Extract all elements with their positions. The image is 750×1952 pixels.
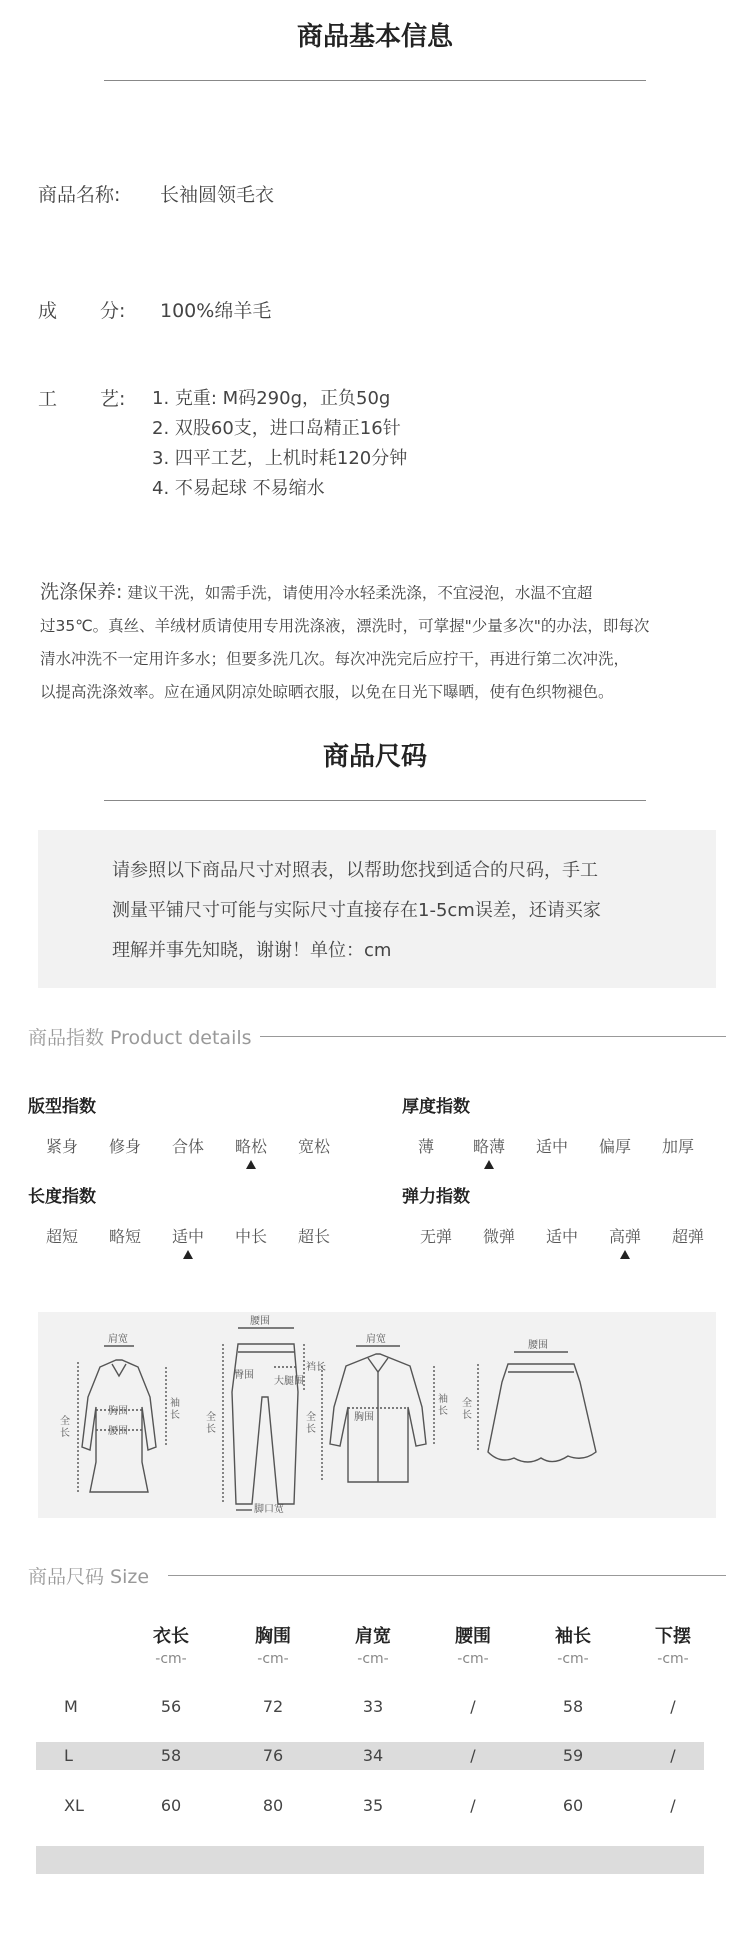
size-note-line-3: 理解并事先知晓，谢谢！单位：cm: [112, 940, 392, 961]
label-chest-2: 胸围: [354, 1412, 374, 1423]
size-note-line-2: 测量平铺尺寸可能与实际尺寸直接存在1-5cm误差，还请买家: [112, 900, 601, 921]
wash-line-2: 过35℃。真丝、羊绒材质请使用专用洗涤液，漂洗时，可掌握"少量多次"的办法，即每次: [40, 617, 650, 635]
size-col-unit-0: -cm-: [155, 1651, 187, 1667]
label-length-3b: 长: [306, 1424, 316, 1435]
index-1-option-1: 略薄: [472, 1137, 505, 1156]
index-3-option-3: 高弹: [608, 1227, 641, 1246]
label-skirt-waist: 腰围: [528, 1340, 548, 1351]
size-col-header-5: 下摆: [655, 1626, 691, 1647]
index-3-option-0: 无弹: [419, 1227, 452, 1246]
index-title-1: 厚度指数: [402, 1097, 470, 1117]
index-2-option-0: 超短: [45, 1227, 78, 1246]
index-0-selected-marker: [246, 1160, 256, 1169]
pants-figure: [223, 1328, 304, 1510]
label-waist-1: 腰围: [108, 1426, 128, 1437]
material-label-1: 成: [38, 300, 58, 322]
product-name-value: 长袖圆领毛衣: [160, 184, 275, 206]
size-col-header-1: 胸围: [255, 1626, 291, 1647]
basic-info-title-rule: [104, 80, 646, 81]
size-col-unit-3: -cm-: [457, 1651, 489, 1667]
measurement-diagram-svg: [38, 1312, 716, 1518]
size-col-unit-5: -cm-: [657, 1651, 689, 1667]
index-1-option-4: 加厚: [661, 1137, 694, 1156]
craft-line-4: 4. 不易起球 不易缩水: [152, 478, 325, 499]
index-2-option-2: 适中: [171, 1227, 204, 1246]
label-sleeve-2b: 长: [438, 1406, 448, 1417]
label-rise: 裆长: [306, 1362, 326, 1373]
label-chest-1: 胸围: [108, 1406, 128, 1417]
size-cell-l-2: 34: [362, 1746, 384, 1765]
label-shoulder-2: 肩宽: [366, 1334, 386, 1345]
index-1-selected-marker: [484, 1160, 494, 1169]
craft-line-3: 3. 四平工艺，上机时耗120分钟: [152, 448, 408, 469]
wash-care-text: [40, 576, 710, 709]
label-shoulder-1: 肩宽: [108, 1334, 128, 1345]
size-table-header: 商品尺码 Size: [28, 1566, 150, 1588]
index-1-option-2: 适中: [535, 1137, 568, 1156]
index-2-option-3: 中长: [234, 1227, 267, 1246]
craft-label-1: 工: [38, 388, 58, 410]
size-col-header-3: 腰围: [455, 1626, 491, 1647]
index-0-option-2: 合体: [171, 1137, 204, 1156]
label-length-3a: 全: [306, 1412, 316, 1423]
label-pants-waist: 腰围: [250, 1316, 270, 1327]
size-cell-m-4: 58: [562, 1697, 584, 1716]
product-name-label: 商品名称:: [38, 184, 121, 206]
size-cell-l-3: /: [470, 1746, 476, 1765]
size-cell-xl-1: 80: [262, 1796, 284, 1815]
product-details-header: 商品指数 Product details: [28, 1027, 252, 1049]
size-cell-l-1: 76: [262, 1746, 284, 1765]
label-hip: 臀围: [234, 1370, 254, 1381]
label-length-1b: 长: [60, 1428, 70, 1439]
size-table-rule: [168, 1575, 726, 1576]
index-3-option-2: 适中: [545, 1227, 578, 1246]
dress-figure: [78, 1346, 166, 1492]
index-title-2: 长度指数: [28, 1187, 96, 1207]
size-col-header-0: 衣长: [153, 1626, 189, 1647]
size-cell-xl-0: 60: [160, 1796, 182, 1815]
shirt-figure: [322, 1346, 434, 1482]
index-0-option-1: 修身: [108, 1137, 141, 1156]
craft-label-2: 艺:: [100, 388, 126, 410]
size-cell-xl-5: /: [670, 1796, 676, 1815]
size-section-title-rule: [104, 800, 646, 801]
size-cell-l-4: 59: [562, 1746, 584, 1765]
size-section-title: 商品尺码: [322, 742, 427, 772]
index-1-option-3: 偏厚: [598, 1137, 631, 1156]
index-0-option-0: 紧身: [45, 1137, 78, 1156]
index-3-option-1: 微弹: [482, 1227, 515, 1246]
size-col-header-2: 肩宽: [355, 1626, 391, 1647]
craft-line-2: 2. 双股60支，进口岛精正16针: [152, 418, 401, 439]
craft-line-1: 1. 克重: M码290g，正负50g: [152, 388, 391, 409]
size-note-line-1: 请参照以下商品尺寸对照表，以帮助您找到适合的尺码，手工: [112, 860, 598, 881]
size-cell-xl-2: 35: [362, 1796, 384, 1815]
size-cell-m-0: 56: [160, 1697, 182, 1716]
size-row-label-l: L: [64, 1746, 73, 1765]
index-3-selected-marker: [620, 1250, 630, 1259]
label-length-4b: 长: [462, 1410, 472, 1421]
index-0-option-3: 略松: [234, 1137, 267, 1156]
size-row-label-m: M: [64, 1697, 78, 1716]
label-sleeve-1b: 长: [170, 1410, 180, 1421]
wash-line-4: 以提高洗涤效率。应在通风阴凉处晾晒衣服，以免在日光下曝晒，使有色织物褪色。: [40, 683, 614, 701]
label-length-1a: 全: [60, 1416, 70, 1427]
index-1-option-0: 薄: [417, 1137, 434, 1156]
index-2-selected-marker: [183, 1250, 193, 1259]
basic-info-title: 商品基本信息: [296, 22, 453, 52]
size-table-footer-bar: [36, 1846, 704, 1874]
index-title-3: 弹力指数: [402, 1187, 470, 1207]
size-col-unit-2: -cm-: [357, 1651, 389, 1667]
size-col-header-4: 袖长: [555, 1626, 591, 1647]
label-length-2b: 长: [206, 1424, 216, 1435]
product-details-rule: [260, 1036, 726, 1037]
wash-line-3: 清水冲洗不一定用许多水；但要多洗几次。每次冲洗完后应拧干，再进行第二次冲洗，: [40, 650, 630, 668]
material-value: 100%绵羊毛: [160, 300, 272, 322]
label-thigh: 大腿围: [274, 1376, 304, 1387]
size-row-label-xl: XL: [64, 1796, 84, 1815]
size-cell-m-3: /: [470, 1697, 476, 1716]
label-sleeve-2a: 袖: [438, 1394, 448, 1405]
wash-care-label: 洗涤保养:: [40, 581, 123, 603]
size-cell-m-1: 72: [262, 1697, 284, 1716]
label-length-4a: 全: [462, 1398, 472, 1409]
size-cell-xl-4: 60: [562, 1796, 584, 1815]
label-sleeve-1a: 袖: [170, 1398, 180, 1409]
index-title-0: 版型指数: [28, 1097, 96, 1117]
size-cell-m-2: 33: [362, 1697, 384, 1716]
size-col-unit-1: -cm-: [257, 1651, 289, 1667]
index-2-option-4: 超长: [297, 1227, 330, 1246]
size-col-unit-4: -cm-: [557, 1651, 589, 1667]
size-cell-m-5: /: [670, 1697, 676, 1716]
skirt-figure: [478, 1352, 596, 1462]
index-3-option-4: 超弹: [671, 1227, 704, 1246]
material-label-2: 分:: [100, 300, 126, 322]
size-cell-l-5: /: [670, 1746, 676, 1765]
size-cell-l-0: 58: [160, 1746, 182, 1765]
label-length-2a: 全: [206, 1412, 216, 1423]
index-0-option-4: 宽松: [297, 1137, 330, 1156]
index-2-option-1: 略短: [108, 1227, 141, 1246]
wash-line-1: 建议干洗，如需手洗，请使用冷水轻柔洗涤，不宜浸泡，水温不宜超: [127, 584, 593, 602]
measurement-diagram: [38, 1312, 716, 1518]
size-cell-xl-3: /: [470, 1796, 476, 1815]
label-hem: 脚口宽: [254, 1504, 284, 1515]
